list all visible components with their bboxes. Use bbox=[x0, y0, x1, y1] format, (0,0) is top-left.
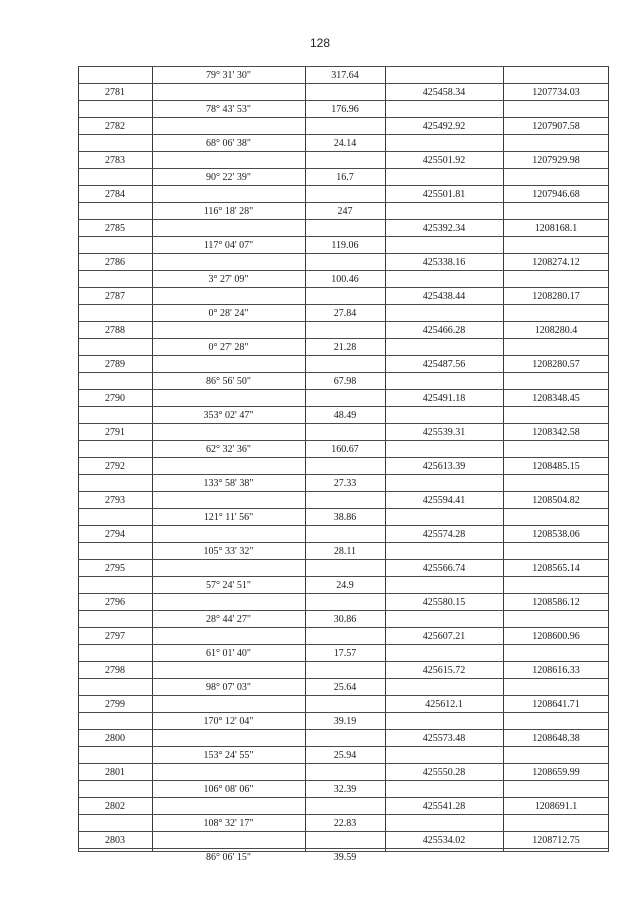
coordinate-y: 1208538.06 bbox=[532, 529, 580, 540]
point-number: 2783 bbox=[105, 155, 125, 166]
point-number: 2801 bbox=[105, 767, 125, 778]
segment-distance: 100.46 bbox=[331, 274, 359, 285]
point-row bbox=[78, 185, 609, 202]
point-number: 2792 bbox=[105, 461, 125, 472]
segment-distance: 21.28 bbox=[333, 342, 357, 353]
segment-angle: 0° 27' 28" bbox=[208, 342, 249, 353]
point-row bbox=[78, 763, 609, 780]
segment-distance: 17.57 bbox=[333, 648, 357, 659]
point-row bbox=[78, 83, 609, 100]
coordinate-y: 1208616.33 bbox=[532, 665, 580, 676]
segment-row bbox=[78, 304, 609, 321]
segment-row bbox=[78, 134, 609, 151]
segment-angle: 116° 18' 28" bbox=[203, 206, 254, 217]
point-row bbox=[78, 695, 609, 712]
point-number: 2791 bbox=[105, 427, 125, 438]
segment-row bbox=[78, 780, 609, 797]
segment-distance: 32.39 bbox=[333, 784, 357, 795]
coordinate-x: 425594.41 bbox=[422, 495, 466, 506]
segment-row bbox=[78, 338, 609, 355]
segment-row bbox=[78, 678, 609, 695]
point-row bbox=[78, 321, 609, 338]
point-row bbox=[78, 491, 609, 508]
point-row bbox=[78, 389, 609, 406]
segment-angle: 86° 56' 50" bbox=[206, 376, 251, 387]
point-row bbox=[78, 355, 609, 372]
segment-distance: 38.86 bbox=[333, 512, 357, 523]
segment-angle: 90° 22' 39" bbox=[206, 172, 251, 183]
point-number: 2799 bbox=[105, 699, 125, 710]
coordinate-y: 1207734.03 bbox=[532, 87, 580, 98]
segment-row bbox=[78, 66, 609, 83]
segment-row bbox=[78, 814, 609, 831]
segment-distance: 48.49 bbox=[333, 410, 357, 421]
segment-row bbox=[78, 100, 609, 117]
coordinate-y: 1208712.75 bbox=[532, 835, 580, 846]
segment-row bbox=[78, 508, 609, 525]
segment-distance: 39.19 bbox=[333, 716, 357, 727]
point-row bbox=[78, 559, 609, 576]
coordinate-y: 1208586.12 bbox=[532, 597, 580, 608]
coordinate-y: 1208691.1 bbox=[534, 801, 578, 812]
segment-row bbox=[78, 270, 609, 287]
segment-angle: 353° 02' 47" bbox=[203, 410, 254, 421]
segment-angle: 0° 28' 24" bbox=[208, 308, 249, 319]
segment-angle: 121° 11' 56" bbox=[203, 512, 254, 523]
segment-distance: 27.84 bbox=[333, 308, 357, 319]
segment-distance: 24.14 bbox=[333, 138, 357, 149]
segment-angle: 3° 27' 09" bbox=[208, 274, 249, 285]
point-row bbox=[78, 729, 609, 746]
segment-angle: 98° 07' 03" bbox=[206, 682, 251, 693]
coordinate-y: 1208504.82 bbox=[532, 495, 580, 506]
segment-angle: 106° 08' 06" bbox=[203, 784, 254, 795]
segment-angle: 79° 31' 30" bbox=[206, 70, 251, 81]
point-number: 2795 bbox=[105, 563, 125, 574]
point-number: 2786 bbox=[105, 257, 125, 268]
coordinate-x: 425573.48 bbox=[422, 733, 466, 744]
segment-angle: 62° 32' 36" bbox=[206, 444, 251, 455]
segment-distance: 28.11 bbox=[333, 546, 357, 557]
segment-angle: 117° 04' 07" bbox=[203, 240, 254, 251]
coordinate-x: 425574.28 bbox=[422, 529, 466, 540]
coordinate-x: 425338.16 bbox=[422, 257, 466, 268]
coordinates-table bbox=[78, 66, 609, 863]
coordinate-x: 425458.34 bbox=[422, 87, 466, 98]
row-divider bbox=[78, 851, 609, 852]
segment-distance: 67.98 bbox=[333, 376, 357, 387]
point-row bbox=[78, 661, 609, 678]
point-row bbox=[78, 151, 609, 168]
coordinate-x: 425580.15 bbox=[422, 597, 466, 608]
segment-row bbox=[78, 440, 609, 457]
coordinate-y: 1208648.38 bbox=[532, 733, 580, 744]
point-row bbox=[78, 423, 609, 440]
coordinate-y: 1208342.58 bbox=[532, 427, 580, 438]
coordinate-y: 1208641.71 bbox=[532, 699, 580, 710]
coordinate-x: 425491.18 bbox=[422, 393, 466, 404]
point-number: 2793 bbox=[105, 495, 125, 506]
point-number: 2789 bbox=[105, 359, 125, 370]
coordinate-x: 425613.39 bbox=[422, 461, 466, 472]
segment-distance: 25.64 bbox=[333, 682, 357, 693]
segment-row bbox=[78, 712, 609, 729]
coordinate-x: 425392.34 bbox=[422, 223, 466, 234]
coordinate-y: 1208274.12 bbox=[532, 257, 580, 268]
point-number: 2802 bbox=[105, 801, 125, 812]
coordinate-x: 425487.56 bbox=[422, 359, 466, 370]
coordinate-y: 1208280.17 bbox=[532, 291, 580, 302]
coordinate-x: 425438.44 bbox=[422, 291, 466, 302]
segment-angle: 108° 32' 17" bbox=[203, 818, 254, 829]
coordinate-y: 1208348.45 bbox=[532, 393, 580, 404]
coordinate-y: 1208600.96 bbox=[532, 631, 580, 642]
point-number: 2797 bbox=[105, 631, 125, 642]
segment-distance: 27.33 bbox=[333, 478, 357, 489]
segment-angle: 133° 58' 38" bbox=[203, 478, 254, 489]
coordinate-x: 425550.28 bbox=[422, 767, 466, 778]
point-number: 2785 bbox=[105, 223, 125, 234]
segment-angle: 68° 06' 38" bbox=[206, 138, 251, 149]
segment-distance: 16.7 bbox=[336, 172, 354, 183]
point-number: 2784 bbox=[105, 189, 125, 200]
page-number: 128 bbox=[309, 36, 331, 50]
segment-angle: 153° 24' 55" bbox=[203, 750, 254, 761]
segment-angle: 61° 01' 40" bbox=[206, 648, 251, 659]
segment-distance: 160.67 bbox=[331, 444, 359, 455]
segment-row bbox=[78, 644, 609, 661]
point-row bbox=[78, 457, 609, 474]
segment-distance: 247 bbox=[337, 206, 353, 217]
segment-row bbox=[78, 168, 609, 185]
segment-angle: 170° 12' 04" bbox=[203, 716, 254, 727]
coordinate-x: 425539.31 bbox=[422, 427, 466, 438]
coordinate-x: 425541.28 bbox=[422, 801, 466, 812]
segment-row bbox=[78, 474, 609, 491]
point-number: 2798 bbox=[105, 665, 125, 676]
coordinate-x: 425466.28 bbox=[422, 325, 466, 336]
segment-row bbox=[78, 576, 609, 593]
point-number: 2790 bbox=[105, 393, 125, 404]
coordinate-y: 1208168.1 bbox=[534, 223, 578, 234]
coordinate-y: 1207907.58 bbox=[532, 121, 580, 132]
coordinate-x: 425534.02 bbox=[422, 835, 466, 846]
coordinate-x: 425612.1 bbox=[425, 699, 463, 710]
coordinate-y: 1208280.57 bbox=[532, 359, 580, 370]
segment-angle: 78° 43' 53" bbox=[206, 104, 251, 115]
segment-angle: 86° 06' 15" bbox=[206, 852, 251, 863]
point-row bbox=[78, 831, 609, 848]
segment-distance: 22.83 bbox=[333, 818, 357, 829]
coordinate-y: 1208565.14 bbox=[532, 563, 580, 574]
point-row bbox=[78, 253, 609, 270]
point-number: 2796 bbox=[105, 597, 125, 608]
coordinate-y: 1208485.15 bbox=[532, 461, 580, 472]
coordinate-y: 1207929.98 bbox=[532, 155, 580, 166]
segment-row bbox=[78, 542, 609, 559]
point-row bbox=[78, 797, 609, 814]
segment-angle: 57° 24' 51" bbox=[206, 580, 251, 591]
point-row bbox=[78, 117, 609, 134]
segment-angle: 105° 33' 32" bbox=[203, 546, 254, 557]
point-number: 2788 bbox=[105, 325, 125, 336]
segment-row bbox=[78, 372, 609, 389]
segment-row bbox=[78, 746, 609, 763]
point-row bbox=[78, 525, 609, 542]
point-row bbox=[78, 627, 609, 644]
segment-row bbox=[78, 202, 609, 219]
coordinate-x: 425492.92 bbox=[422, 121, 466, 132]
point-row bbox=[78, 219, 609, 236]
point-number: 2782 bbox=[105, 121, 125, 132]
segment-distance: 30.86 bbox=[333, 614, 357, 625]
segment-distance: 176.96 bbox=[331, 104, 359, 115]
coordinate-x: 425501.81 bbox=[422, 189, 466, 200]
point-number: 2800 bbox=[105, 733, 125, 744]
point-number: 2794 bbox=[105, 529, 125, 540]
segment-row bbox=[78, 610, 609, 627]
segment-distance: 24.9 bbox=[336, 580, 354, 591]
coordinate-y: 1208280.4 bbox=[534, 325, 578, 336]
coordinate-x: 425501.92 bbox=[422, 155, 466, 166]
segment-row bbox=[78, 406, 609, 423]
segment-row bbox=[78, 236, 609, 253]
segment-distance: 317.64 bbox=[331, 70, 359, 81]
coordinate-x: 425566.74 bbox=[422, 563, 466, 574]
point-row bbox=[78, 287, 609, 304]
segment-distance: 119.06 bbox=[331, 240, 359, 251]
segment-distance: 39.59 bbox=[333, 852, 357, 863]
point-number: 2787 bbox=[105, 291, 125, 302]
coordinate-x: 425607.21 bbox=[422, 631, 466, 642]
point-number: 2781 bbox=[105, 87, 125, 98]
point-row bbox=[78, 593, 609, 610]
coordinate-x: 425615.72 bbox=[422, 665, 466, 676]
segment-angle: 28° 44' 27" bbox=[206, 614, 251, 625]
coordinate-y: 1207946.68 bbox=[532, 189, 580, 200]
segment-distance: 25.94 bbox=[333, 750, 357, 761]
point-number: 2803 bbox=[105, 835, 125, 846]
coordinate-y: 1208659.99 bbox=[532, 767, 580, 778]
